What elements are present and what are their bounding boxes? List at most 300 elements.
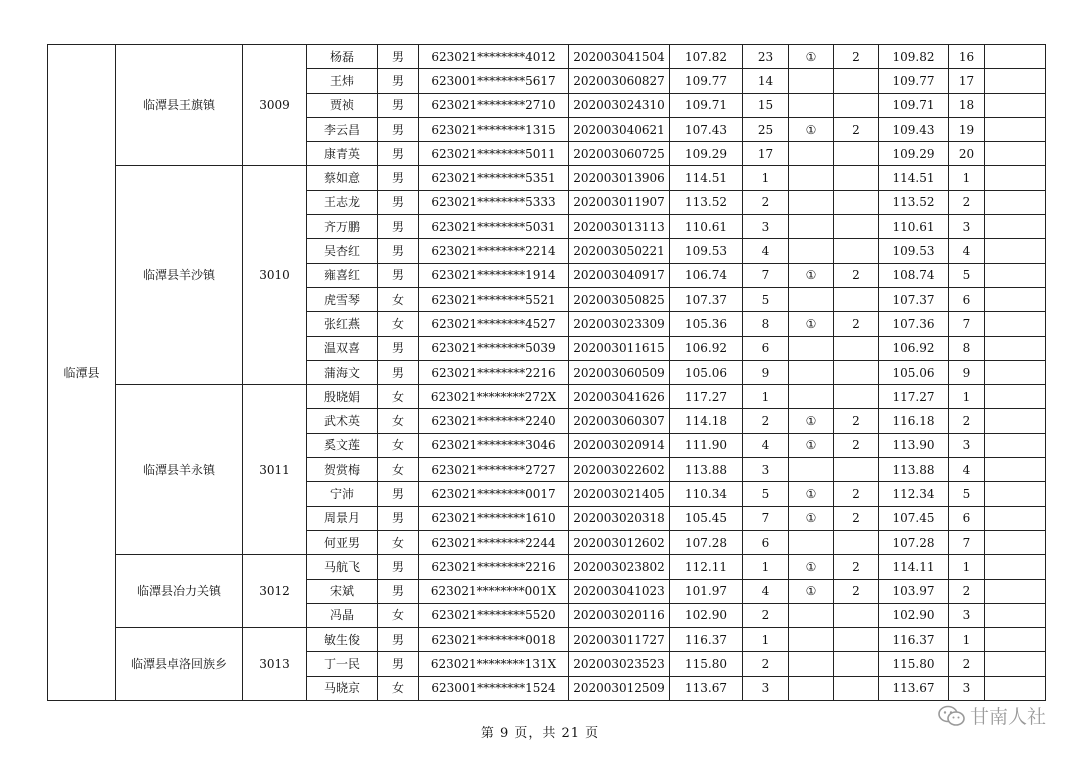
- exam-number-cell: 202003060307: [569, 409, 670, 433]
- exam-number-cell: 202003023802: [569, 555, 670, 579]
- blank-cell: [985, 360, 1046, 384]
- bonus-points-cell: [834, 458, 879, 482]
- bonus-points-cell: [834, 385, 879, 409]
- bonus-mark-cell: [789, 239, 834, 263]
- gender-cell: 男: [378, 45, 419, 69]
- written-score-cell: 109.29: [670, 142, 743, 166]
- bonus-mark-cell: ①: [789, 506, 834, 530]
- exam-number-cell: 202003040621: [569, 117, 670, 141]
- final-rank-cell: 1: [949, 385, 985, 409]
- blank-cell: [985, 312, 1046, 336]
- position-code-cell: 3011: [243, 385, 307, 555]
- blank-cell: [985, 579, 1046, 603]
- gender-cell: 女: [378, 603, 419, 627]
- exam-number-cell: 202003050825: [569, 287, 670, 311]
- blank-cell: [985, 603, 1046, 627]
- id-number-cell: 623021********4012: [419, 45, 569, 69]
- exam-number-cell: 202003020318: [569, 506, 670, 530]
- bonus-mark-cell: [789, 336, 834, 360]
- id-number-cell: 623021********0018: [419, 628, 569, 652]
- bonus-mark-cell: [789, 93, 834, 117]
- position-code-cell: 3012: [243, 555, 307, 628]
- final-rank-cell: 4: [949, 458, 985, 482]
- bonus-mark-cell: [789, 360, 834, 384]
- exam-number-cell: 202003023523: [569, 652, 670, 676]
- written-rank-cell: 23: [743, 45, 789, 69]
- town-cell: 临潭县羊沙镇: [116, 166, 243, 385]
- exam-number-cell: 202003020914: [569, 433, 670, 457]
- written-rank-cell: 2: [743, 190, 789, 214]
- bonus-points-cell: 2: [834, 117, 879, 141]
- position-code-cell: 3010: [243, 166, 307, 385]
- blank-cell: [985, 336, 1046, 360]
- total-score-cell: 116.18: [879, 409, 949, 433]
- blank-cell: [985, 555, 1046, 579]
- written-score-cell: 105.45: [670, 506, 743, 530]
- name-cell: 马航飞: [307, 555, 378, 579]
- written-rank-cell: 3: [743, 215, 789, 239]
- written-rank-cell: 7: [743, 506, 789, 530]
- written-score-cell: 116.37: [670, 628, 743, 652]
- written-rank-cell: 2: [743, 603, 789, 627]
- exam-number-cell: 202003012509: [569, 676, 670, 700]
- exam-number-cell: 202003060509: [569, 360, 670, 384]
- bonus-points-cell: 2: [834, 482, 879, 506]
- blank-cell: [985, 45, 1046, 69]
- exam-number-cell: 202003024310: [569, 93, 670, 117]
- table-body: [48, 45, 1046, 701]
- bonus-points-cell: [834, 287, 879, 311]
- watermark: [938, 702, 1046, 729]
- written-score-cell: 107.37: [670, 287, 743, 311]
- bonus-mark-cell: [789, 215, 834, 239]
- final-rank-cell: 2: [949, 409, 985, 433]
- bonus-mark-cell: ①: [789, 45, 834, 69]
- final-rank-cell: 6: [949, 506, 985, 530]
- gender-cell: 男: [378, 142, 419, 166]
- bonus-points-cell: 2: [834, 555, 879, 579]
- written-rank-cell: 1: [743, 166, 789, 190]
- written-score-cell: 113.52: [670, 190, 743, 214]
- blank-cell: [985, 263, 1046, 287]
- bonus-mark-cell: [789, 530, 834, 554]
- table-row: [48, 166, 1046, 190]
- final-rank-cell: 19: [949, 117, 985, 141]
- bonus-mark-cell: [789, 190, 834, 214]
- bonus-points-cell: [834, 166, 879, 190]
- written-score-cell: 114.18: [670, 409, 743, 433]
- bonus-points-cell: [834, 142, 879, 166]
- written-score-cell: 107.82: [670, 45, 743, 69]
- exam-number-cell: 202003012602: [569, 530, 670, 554]
- id-number-cell: 623021********5031: [419, 215, 569, 239]
- final-rank-cell: 17: [949, 69, 985, 93]
- name-cell: 雍喜红: [307, 263, 378, 287]
- written-score-cell: 113.88: [670, 458, 743, 482]
- final-rank-cell: 2: [949, 652, 985, 676]
- bonus-points-cell: [834, 190, 879, 214]
- bonus-mark-cell: [789, 458, 834, 482]
- bonus-points-cell: 2: [834, 409, 879, 433]
- total-score-cell: 105.06: [879, 360, 949, 384]
- name-cell: 宋斌: [307, 579, 378, 603]
- exam-number-cell: 202003020116: [569, 603, 670, 627]
- county-cell: 临潭县: [48, 45, 116, 701]
- gender-cell: 女: [378, 287, 419, 311]
- total-score-cell: 116.37: [879, 628, 949, 652]
- id-number-cell: 623021********131X: [419, 652, 569, 676]
- id-number-cell: 623021********4527: [419, 312, 569, 336]
- final-rank-cell: 5: [949, 482, 985, 506]
- blank-cell: [985, 93, 1046, 117]
- blank-cell: [985, 652, 1046, 676]
- written-score-cell: 107.28: [670, 530, 743, 554]
- written-rank-cell: 4: [743, 433, 789, 457]
- written-rank-cell: 9: [743, 360, 789, 384]
- written-score-cell: 112.11: [670, 555, 743, 579]
- written-score-cell: 102.90: [670, 603, 743, 627]
- written-score-cell: 105.36: [670, 312, 743, 336]
- id-number-cell: 623021********2216: [419, 360, 569, 384]
- gender-cell: 男: [378, 506, 419, 530]
- total-score-cell: 114.51: [879, 166, 949, 190]
- total-score-cell: 107.28: [879, 530, 949, 554]
- bonus-points-cell: 2: [834, 45, 879, 69]
- name-cell: 齐万鹏: [307, 215, 378, 239]
- written-rank-cell: 2: [743, 409, 789, 433]
- gender-cell: 女: [378, 409, 419, 433]
- id-number-cell: 623021********1610: [419, 506, 569, 530]
- total-score-cell: 114.11: [879, 555, 949, 579]
- total-score-cell: 109.77: [879, 69, 949, 93]
- final-rank-cell: 3: [949, 215, 985, 239]
- table-row: [48, 45, 1046, 69]
- bonus-mark-cell: [789, 385, 834, 409]
- final-rank-cell: 7: [949, 530, 985, 554]
- bonus-points-cell: [834, 628, 879, 652]
- name-cell: 殷晓娟: [307, 385, 378, 409]
- id-number-cell: 623021********0017: [419, 482, 569, 506]
- watermark-text: 甘南人社: [969, 706, 1046, 728]
- id-number-cell: 623021********2244: [419, 530, 569, 554]
- written-rank-cell: 14: [743, 69, 789, 93]
- blank-cell: [985, 628, 1046, 652]
- total-score-cell: 102.90: [879, 603, 949, 627]
- blank-cell: [985, 458, 1046, 482]
- blank-cell: [985, 676, 1046, 700]
- bonus-mark-cell: [789, 142, 834, 166]
- name-cell: 武术英: [307, 409, 378, 433]
- written-score-cell: 101.97: [670, 579, 743, 603]
- bonus-points-cell: 2: [834, 433, 879, 457]
- bonus-points-cell: [834, 336, 879, 360]
- name-cell: 贾祯: [307, 93, 378, 117]
- name-cell: 蒲海文: [307, 360, 378, 384]
- blank-cell: [985, 433, 1046, 457]
- written-score-cell: 106.92: [670, 336, 743, 360]
- bonus-points-cell: [834, 215, 879, 239]
- total-score-cell: 109.82: [879, 45, 949, 69]
- name-cell: 宁沛: [307, 482, 378, 506]
- final-rank-cell: 3: [949, 676, 985, 700]
- id-number-cell: 623021********5333: [419, 190, 569, 214]
- id-number-cell: 623001********5617: [419, 69, 569, 93]
- total-score-cell: 112.34: [879, 482, 949, 506]
- exam-number-cell: 202003011615: [569, 336, 670, 360]
- id-number-cell: 623021********2727: [419, 458, 569, 482]
- bonus-mark-cell: [789, 69, 834, 93]
- final-rank-cell: 1: [949, 166, 985, 190]
- exam-number-cell: 202003041023: [569, 579, 670, 603]
- position-code-cell: 3009: [243, 45, 307, 166]
- exam-number-cell: 202003021405: [569, 482, 670, 506]
- bonus-mark-cell: ①: [789, 117, 834, 141]
- gender-cell: 男: [378, 482, 419, 506]
- bonus-mark-cell: ①: [789, 409, 834, 433]
- gender-cell: 男: [378, 555, 419, 579]
- bonus-mark-cell: ①: [789, 312, 834, 336]
- id-number-cell: 623021********5351: [419, 166, 569, 190]
- name-cell: 张红燕: [307, 312, 378, 336]
- name-cell: 杨磊: [307, 45, 378, 69]
- name-cell: 王炜: [307, 69, 378, 93]
- gender-cell: 男: [378, 336, 419, 360]
- town-cell: 临潭县冶力关镇: [116, 555, 243, 628]
- bonus-points-cell: [834, 93, 879, 117]
- written-rank-cell: 8: [743, 312, 789, 336]
- final-rank-cell: 2: [949, 579, 985, 603]
- written-score-cell: 113.67: [670, 676, 743, 700]
- town-cell: 临潭县卓洛回族乡: [116, 628, 243, 701]
- bonus-mark-cell: [789, 287, 834, 311]
- gender-cell: 男: [378, 190, 419, 214]
- id-number-cell: 623021********5011: [419, 142, 569, 166]
- table-row: [48, 555, 1046, 579]
- written-rank-cell: 1: [743, 555, 789, 579]
- name-cell: 奚文莲: [307, 433, 378, 457]
- total-score-cell: 109.53: [879, 239, 949, 263]
- bonus-points-cell: 2: [834, 263, 879, 287]
- written-score-cell: 109.77: [670, 69, 743, 93]
- page-footer: 第 9 页，共 21 页: [480, 726, 600, 741]
- written-rank-cell: 3: [743, 458, 789, 482]
- written-score-cell: 110.34: [670, 482, 743, 506]
- table-row: [48, 385, 1046, 409]
- gender-cell: 女: [378, 530, 419, 554]
- bonus-points-cell: [834, 652, 879, 676]
- blank-cell: [985, 166, 1046, 190]
- id-number-cell: 623021********5520: [419, 603, 569, 627]
- wechat-icon: [938, 705, 966, 727]
- id-number-cell: 623021********3046: [419, 433, 569, 457]
- total-score-cell: 108.74: [879, 263, 949, 287]
- id-number-cell: 623021********2710: [419, 93, 569, 117]
- exam-number-cell: 202003013906: [569, 166, 670, 190]
- final-rank-cell: 9: [949, 360, 985, 384]
- blank-cell: [985, 506, 1046, 530]
- id-number-cell: 623021********1315: [419, 117, 569, 141]
- id-number-cell: 623021********2240: [419, 409, 569, 433]
- blank-cell: [985, 215, 1046, 239]
- name-cell: 康青英: [307, 142, 378, 166]
- exam-number-cell: 202003060827: [569, 69, 670, 93]
- bonus-points-cell: [834, 530, 879, 554]
- total-score-cell: 106.92: [879, 336, 949, 360]
- gender-cell: 男: [378, 263, 419, 287]
- blank-cell: [985, 385, 1046, 409]
- gender-cell: 男: [378, 215, 419, 239]
- final-rank-cell: 4: [949, 239, 985, 263]
- final-rank-cell: 3: [949, 603, 985, 627]
- final-rank-cell: 1: [949, 628, 985, 652]
- total-score-cell: 107.37: [879, 287, 949, 311]
- blank-cell: [985, 482, 1046, 506]
- written-rank-cell: 5: [743, 287, 789, 311]
- total-score-cell: 117.27: [879, 385, 949, 409]
- bonus-points-cell: 2: [834, 579, 879, 603]
- written-rank-cell: 3: [743, 676, 789, 700]
- written-score-cell: 110.61: [670, 215, 743, 239]
- written-rank-cell: 7: [743, 263, 789, 287]
- bonus-points-cell: [834, 676, 879, 700]
- blank-cell: [985, 409, 1046, 433]
- blank-cell: [985, 530, 1046, 554]
- bonus-mark-cell: [789, 603, 834, 627]
- total-score-cell: 113.90: [879, 433, 949, 457]
- written-rank-cell: 15: [743, 93, 789, 117]
- exam-number-cell: 202003040917: [569, 263, 670, 287]
- gender-cell: 男: [378, 628, 419, 652]
- bonus-mark-cell: ①: [789, 579, 834, 603]
- gender-cell: 女: [378, 385, 419, 409]
- total-score-cell: 103.97: [879, 579, 949, 603]
- name-cell: 吴杏红: [307, 239, 378, 263]
- final-rank-cell: 6: [949, 287, 985, 311]
- final-rank-cell: 16: [949, 45, 985, 69]
- written-rank-cell: 5: [743, 482, 789, 506]
- gender-cell: 男: [378, 239, 419, 263]
- blank-cell: [985, 142, 1046, 166]
- written-rank-cell: 2: [743, 652, 789, 676]
- blank-cell: [985, 239, 1046, 263]
- total-score-cell: 110.61: [879, 215, 949, 239]
- gender-cell: 男: [378, 360, 419, 384]
- name-cell: 虎雪琴: [307, 287, 378, 311]
- gender-cell: 男: [378, 579, 419, 603]
- blank-cell: [985, 117, 1046, 141]
- score-table: [47, 44, 1046, 701]
- bonus-points-cell: [834, 603, 879, 627]
- total-score-cell: 107.36: [879, 312, 949, 336]
- gender-cell: 男: [378, 117, 419, 141]
- name-cell: 敏生俊: [307, 628, 378, 652]
- exam-number-cell: 202003011907: [569, 190, 670, 214]
- id-number-cell: 623021********001X: [419, 579, 569, 603]
- bonus-points-cell: 2: [834, 312, 879, 336]
- total-score-cell: 113.88: [879, 458, 949, 482]
- id-number-cell: 623021********2214: [419, 239, 569, 263]
- name-cell: 李云昌: [307, 117, 378, 141]
- bonus-mark-cell: [789, 628, 834, 652]
- total-score-cell: 109.71: [879, 93, 949, 117]
- bonus-mark-cell: [789, 652, 834, 676]
- total-score-cell: 113.52: [879, 190, 949, 214]
- exam-number-cell: 202003050221: [569, 239, 670, 263]
- gender-cell: 男: [378, 166, 419, 190]
- written-rank-cell: 6: [743, 336, 789, 360]
- final-rank-cell: 8: [949, 336, 985, 360]
- name-cell: 何亚男: [307, 530, 378, 554]
- final-rank-cell: 5: [949, 263, 985, 287]
- id-number-cell: 623021********5521: [419, 287, 569, 311]
- exam-number-cell: 202003041626: [569, 385, 670, 409]
- exam-number-cell: 202003023309: [569, 312, 670, 336]
- exam-number-cell: 202003011727: [569, 628, 670, 652]
- total-score-cell: 113.67: [879, 676, 949, 700]
- bonus-mark-cell: ①: [789, 555, 834, 579]
- gender-cell: 女: [378, 676, 419, 700]
- bonus-mark-cell: ①: [789, 433, 834, 457]
- exam-number-cell: 202003022602: [569, 458, 670, 482]
- written-score-cell: 117.27: [670, 385, 743, 409]
- position-code-cell: 3013: [243, 628, 307, 701]
- name-cell: 马晓京: [307, 676, 378, 700]
- gender-cell: 男: [378, 69, 419, 93]
- bonus-mark-cell: ①: [789, 263, 834, 287]
- bonus-mark-cell: [789, 166, 834, 190]
- id-number-cell: 623021********1914: [419, 263, 569, 287]
- gender-cell: 女: [378, 433, 419, 457]
- bonus-points-cell: [834, 360, 879, 384]
- written-score-cell: 114.51: [670, 166, 743, 190]
- table-row: [48, 628, 1046, 652]
- gender-cell: 男: [378, 93, 419, 117]
- name-cell: 周景月: [307, 506, 378, 530]
- final-rank-cell: 3: [949, 433, 985, 457]
- total-score-cell: 115.80: [879, 652, 949, 676]
- written-rank-cell: 17: [743, 142, 789, 166]
- town-cell: 临潭县王旗镇: [116, 45, 243, 166]
- bonus-points-cell: [834, 239, 879, 263]
- total-score-cell: 109.43: [879, 117, 949, 141]
- total-score-cell: 109.29: [879, 142, 949, 166]
- written-score-cell: 109.53: [670, 239, 743, 263]
- blank-cell: [985, 287, 1046, 311]
- name-cell: 蔡如意: [307, 166, 378, 190]
- exam-number-cell: 202003060725: [569, 142, 670, 166]
- written-rank-cell: 4: [743, 579, 789, 603]
- bonus-points-cell: [834, 69, 879, 93]
- written-score-cell: 106.74: [670, 263, 743, 287]
- final-rank-cell: 2: [949, 190, 985, 214]
- final-rank-cell: 18: [949, 93, 985, 117]
- id-number-cell: 623021********2216: [419, 555, 569, 579]
- exam-number-cell: 202003041504: [569, 45, 670, 69]
- written-score-cell: 107.43: [670, 117, 743, 141]
- exam-number-cell: 202003013113: [569, 215, 670, 239]
- final-rank-cell: 7: [949, 312, 985, 336]
- written-rank-cell: 1: [743, 385, 789, 409]
- written-rank-cell: 6: [743, 530, 789, 554]
- name-cell: 贺赏梅: [307, 458, 378, 482]
- id-number-cell: 623021********272X: [419, 385, 569, 409]
- total-score-cell: 107.45: [879, 506, 949, 530]
- gender-cell: 女: [378, 312, 419, 336]
- bonus-mark-cell: ①: [789, 482, 834, 506]
- written-rank-cell: 4: [743, 239, 789, 263]
- written-rank-cell: 25: [743, 117, 789, 141]
- bonus-mark-cell: [789, 676, 834, 700]
